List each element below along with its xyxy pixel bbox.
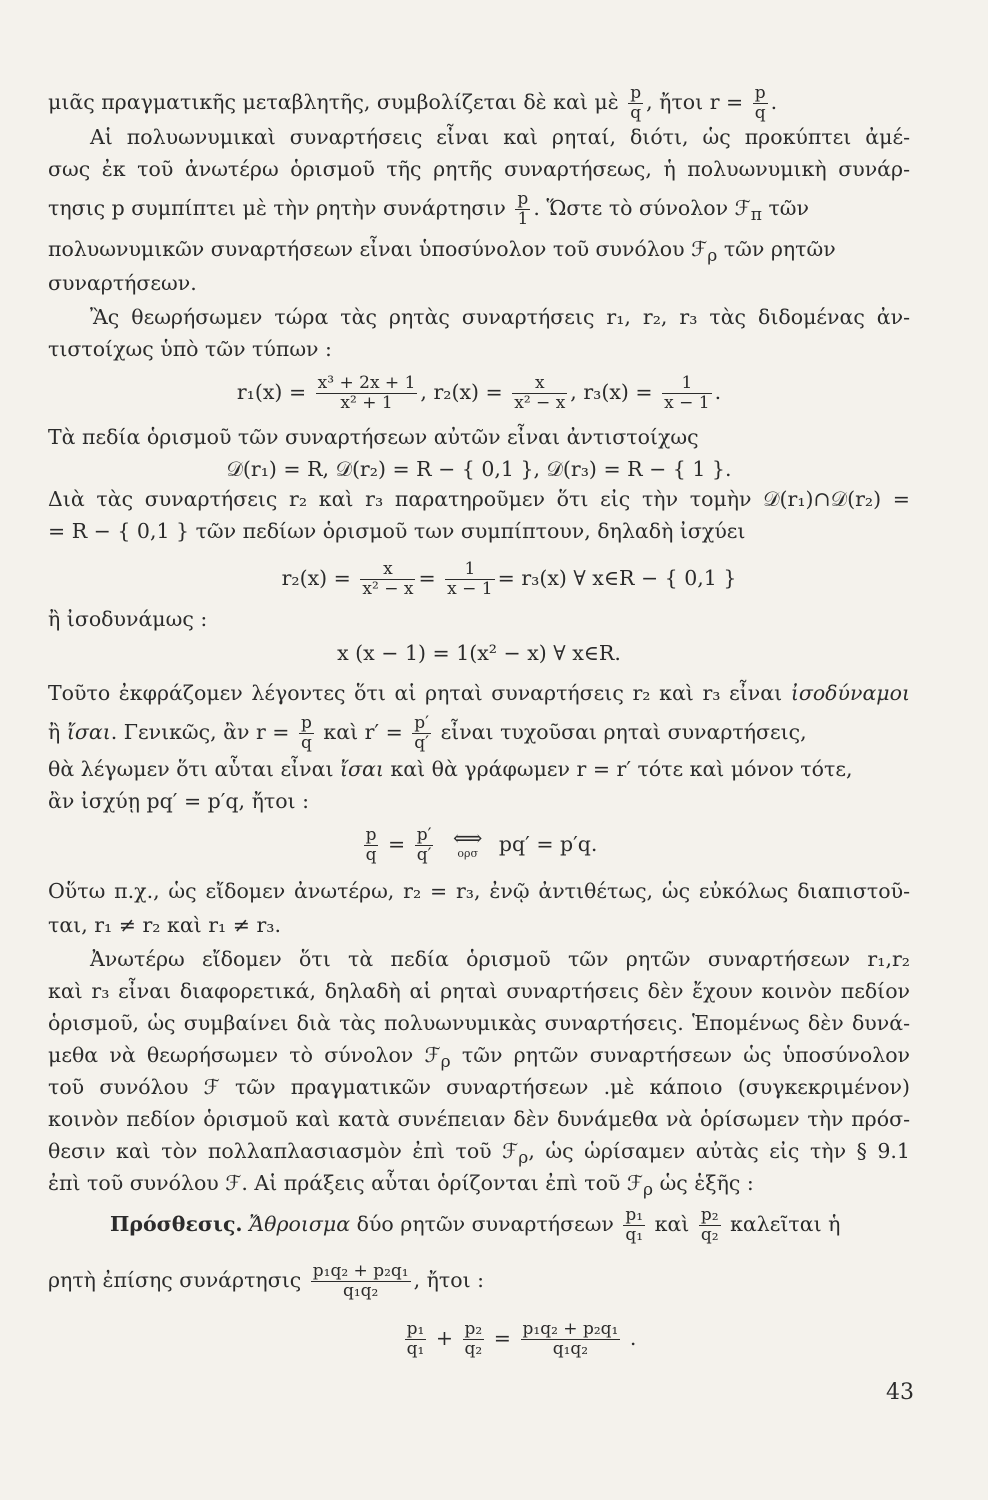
text-line — [48, 190, 910, 229]
text: θεσιν καὶ τὸν πολλαπλασιασμὸν ἐπὶ τοῦ ℱ — [48, 1139, 519, 1163]
text: καὶ r′ = — [316, 720, 403, 744]
fraction — [628, 84, 643, 123]
page-number: 43 — [886, 1380, 914, 1405]
text: , r₃(x) = — [570, 380, 653, 404]
text-line: κοινὸν πεδίον ὁρισμοῦ καὶ κατὰ συνέπειαν δὲν δυνάμεθα νὰ ὁρίσωμεν τὴν πρόσ- — [48, 1107, 910, 1131]
denominator: x − 1 — [664, 393, 710, 413]
denominator: q₁ — [406, 1339, 425, 1359]
text-line: ται, r₁ ≠ r₂ καὶ r₁ ≠ r₃. — [48, 913, 281, 937]
equation — [48, 374, 910, 413]
text-line — [48, 236, 910, 269]
denominator: x − 1 — [447, 579, 493, 599]
fraction — [311, 1262, 411, 1301]
fraction — [515, 190, 530, 229]
fraction — [316, 374, 418, 413]
numerator: x³ + 2x + 1 — [317, 373, 416, 393]
subscript: ρ — [440, 1052, 451, 1073]
numerator: p₁q₂ + p₂q₁ — [522, 1319, 619, 1339]
text-line: σως ἐκ τοῦ ἀνωτέρω ὁρισμοῦ τῆς ρητῆς συναρτήσεως, ἡ πολυωνυμικὴ συνάρ- — [48, 157, 910, 181]
text: τῶν ρητῶν συναρτήσεων ὡς ὑποσύνολον — [450, 1043, 911, 1067]
fraction — [405, 1320, 427, 1359]
text-line: συναρτήσεων. — [48, 271, 197, 295]
italic-term: ἴσαι — [340, 757, 384, 781]
denominator: q₂ — [700, 1225, 719, 1245]
numerator: p — [365, 825, 377, 845]
numerator: 1 — [662, 374, 711, 394]
text: ἐπὶ τοῦ συνόλου ℱ. Αἱ πράξεις αὗται ὁρίζονται ἐπὶ τοῦ ℱ — [48, 1171, 644, 1195]
denominator: q — [630, 103, 642, 123]
equation: 𝒟(r₁) = R, 𝒟(r₂) = R − { 0,1 }, 𝒟(r₃) = R − { 1 }. — [226, 457, 732, 481]
text-line — [48, 1262, 910, 1301]
numerator: p — [754, 83, 766, 103]
text-line — [48, 1170, 910, 1203]
text-line: Οὕτω π.χ., ὡς εἴδομεν ἀνωτέρω, r₂ = r₃, ἐνῷ ἀντιθέτως, ὡς εὐκόλως διαπιστοῦ- — [48, 879, 910, 903]
fraction — [512, 374, 567, 413]
text: μεθα νὰ θεωρήσωμεν τὸ σύνολον ℱ — [48, 1043, 441, 1067]
text: ρητὴ ἐπίσης συνάρτησις — [48, 1268, 302, 1292]
text-line — [48, 714, 910, 753]
fraction — [364, 826, 379, 865]
text: εἶναι τυχοῦσαι ρηταὶ συναρτήσεις, — [434, 720, 807, 744]
fraction — [662, 374, 711, 413]
text: = — [387, 832, 406, 856]
text: θὰ λέγωμεν ὅτι αὗται εἶναι — [48, 757, 341, 781]
text: . — [629, 1326, 637, 1350]
numerator: p₁q₂ + p₂q₁ — [312, 1261, 409, 1281]
text: καὶ θὰ γράφωμεν r = r′ τότε καὶ μόνον τότε, — [383, 757, 853, 781]
italic-term: ἴσαι — [66, 720, 111, 744]
text-line: ἢ ἰσοδυνάμως : — [48, 607, 208, 631]
text: . — [770, 90, 778, 114]
denominator: q₁ — [625, 1225, 644, 1245]
subscript: ρ — [707, 246, 718, 267]
numerator: p′ — [414, 713, 430, 733]
fraction — [753, 84, 768, 123]
text-line: Διὰ τὰς συναρτήσεις r₂ καὶ r₃ παρατηροῦμεν ὅτι εἰς τὴν τομὴν 𝒟(r₁)∩𝒟(r₂) = — [48, 487, 910, 511]
numerator: p₁ — [625, 1205, 644, 1225]
italic-term: Ἄθροισμα — [249, 1212, 351, 1236]
denominator: q′ — [414, 733, 430, 753]
fraction — [623, 1206, 645, 1245]
text-line: = R − { 0,1 } τῶν πεδίων ὁρισμοῦ των συμπίπτουν, δηλαδὴ ἰσχύει — [48, 519, 746, 543]
text: + — [435, 1326, 454, 1350]
equation: x (x − 1) = 1(x² − x) ∀ x∈R. — [337, 641, 621, 665]
text-line: Ἂς θεωρήσωμεν τώρα τὰς ρητὰς συναρτήσεις r₁, r₂, r₃ τὰς διδομένας ἀν- — [90, 305, 910, 329]
italic-term: ἰσοδύναμοι — [790, 681, 910, 705]
text-line: τοῦ συνόλου ℱ τῶν πραγματικῶν συναρτήσεων .μὲ κάποιο (συγκεκριμένον) — [48, 1075, 910, 1099]
text: , ἤτοι r = — [646, 90, 744, 114]
fraction — [445, 560, 494, 599]
numerator: p₂ — [700, 1205, 719, 1225]
denominator: q₁q₂ — [552, 1339, 589, 1359]
denominator: q — [365, 845, 377, 865]
numerator: p′ — [416, 825, 432, 845]
text: = — [418, 566, 436, 590]
numerator: p₂ — [464, 1319, 483, 1339]
denominator: x² − x — [362, 579, 414, 599]
numerator: p₁ — [406, 1319, 425, 1339]
text-line: ἂν ἰσχύῃ pq′ = p′q, ἤτοι : — [48, 789, 310, 813]
text: Τοῦτο ἐκφράζομεν λέγοντες ὅτι αἱ ρηταὶ συναρτήσεις r₂ καὶ r₃ εἶναι — [48, 681, 791, 705]
text-line: τιστοίχως ὑπὸ τῶν τύπων : — [48, 337, 332, 361]
denominator: x² + 1 — [340, 393, 393, 413]
text: r₁(x) = — [236, 380, 307, 404]
text: . Γενικῶς, ἂν r = — [110, 720, 290, 744]
text-line — [48, 680, 910, 706]
fraction — [415, 826, 434, 865]
equivalence-symbol — [452, 825, 483, 862]
equation — [48, 560, 910, 599]
subscript: ρ — [643, 1180, 654, 1201]
text: r₂(x) = — [281, 566, 351, 590]
subscript: ρ — [518, 1148, 529, 1169]
text: μιᾶς πραγματικῆς μεταβλητῆς, συμβολίζεται δὲ καὶ μὲ — [48, 90, 619, 114]
definition-label: ορσ — [457, 846, 478, 860]
numerator: x — [360, 560, 415, 580]
section-heading: Πρόσθεσις. — [110, 1212, 243, 1236]
text: = r₃(x) ∀ x∈R − { 0,1 } — [497, 566, 737, 590]
text-line: Αἱ πολυωνυμικαὶ συναρτήσεις εἶναι καὶ ρηταί, διότι, ὡς προκύπτει ἀμέ- — [90, 125, 910, 149]
text-line — [48, 1138, 910, 1171]
denominator: q — [301, 733, 312, 753]
numerator: p — [517, 189, 529, 209]
text: pq′ = p′q. — [498, 832, 598, 856]
text: . — [714, 380, 722, 404]
text: ἢ — [48, 720, 67, 744]
text-line — [48, 1042, 910, 1075]
text-line: Τὰ πεδία ὁρισμοῦ τῶν συναρτήσεων αὐτῶν εἶναι ἀντιστοίχως — [48, 425, 699, 449]
text-line: καὶ r₃ εἶναι διαφορετικά, δηλαδὴ αἱ ρηταὶ συναρτήσεις δὲν ἔχουν κοινὸν πεδίον — [48, 979, 910, 1003]
text-line — [48, 84, 910, 123]
fraction — [299, 714, 314, 753]
arrow: ⟺ — [452, 825, 483, 850]
numerator: 1 — [445, 560, 494, 580]
text-line: ὁρισμοῦ, ὡς συμβαίνει διὰ τὰς πολυωνυμικὰς συναρτήσεις. Ἑπομένως δὲν δυνά- — [48, 1011, 910, 1035]
text: πολυωνυμικῶν συναρτήσεων εἶναι ὑποσύνολον τοῦ συνόλου ℱ — [48, 237, 708, 261]
text-line — [48, 756, 910, 782]
equation — [48, 1320, 910, 1359]
text: , r₂(x) = — [420, 380, 503, 404]
fraction — [521, 1320, 621, 1359]
denominator: 1 — [517, 209, 529, 229]
text-line: Ἀνωτέρω εἴδομεν ὅτι τὰ πεδία ὁρισμοῦ τῶν ρητῶν συναρτήσεων r₁,r₂ — [90, 947, 910, 971]
text: τῶν ρητῶν — [717, 237, 836, 261]
text: δύο ρητῶν συναρτήσεων — [350, 1212, 614, 1236]
fraction — [412, 714, 431, 753]
denominator: q′ — [416, 845, 432, 865]
subscript: π — [750, 205, 762, 226]
text: , ἤτοι : — [413, 1268, 485, 1292]
equation — [48, 826, 910, 865]
denominator: q₁q₂ — [342, 1281, 379, 1301]
text-line — [48, 1206, 910, 1245]
fraction — [699, 1206, 721, 1245]
text: τῶν — [761, 196, 809, 220]
text: , ὡς ὡρίσαμεν αὐτὰς εἰς τὴν § 9.1 — [528, 1139, 910, 1163]
fraction — [360, 560, 415, 599]
numerator: x — [512, 374, 567, 394]
text: τησις p συμπίπτει μὲ τὴν ρητὴν συνάρτησιν — [48, 196, 506, 220]
denominator: q — [754, 103, 766, 123]
fraction — [463, 1320, 485, 1359]
numerator: p — [630, 83, 642, 103]
text: . Ὥστε τὸ σύνολον ℱ — [533, 196, 751, 220]
text: καλεῖται ἡ — [730, 1212, 841, 1236]
text: καὶ — [654, 1212, 690, 1236]
denominator: x² − x — [514, 393, 566, 413]
denominator: q₂ — [464, 1339, 483, 1359]
text: = — [493, 1326, 511, 1350]
text: ὡς ἑξῆς : — [653, 1171, 754, 1195]
numerator: p — [301, 713, 312, 733]
